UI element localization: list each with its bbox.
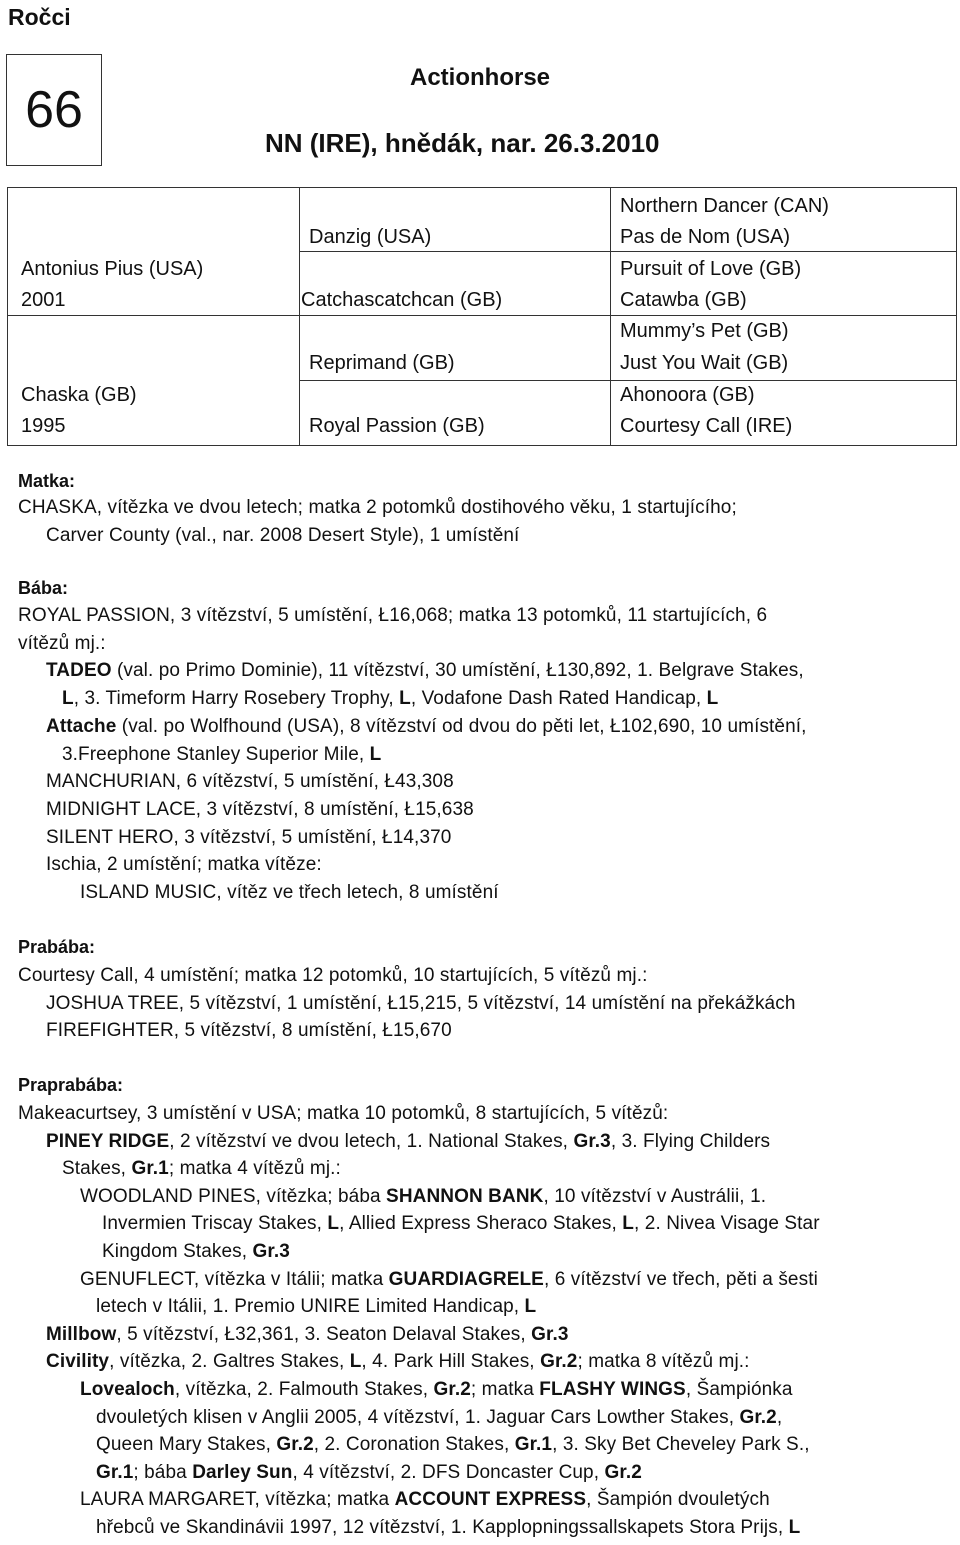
grandparent-3: Reprimand (GB) (309, 352, 455, 374)
baba-line-10: Ischia, 2 umístění; matka vítěze: (46, 854, 322, 875)
sire-year: 2001 (21, 289, 66, 311)
praprababa-heading: Praprabába: (18, 1075, 124, 1095)
praprababa-line-4: WOODLAND PINES, vítězka; bába SHANNON BANK, 10 vítězství v Austrálii, 1. (80, 1186, 767, 1207)
prababa-line-1: Courtesy Call, 4 umístění; matka 12 potomků, 10 startujících, 5 vítězů mj.: (18, 965, 648, 986)
praprababa-line-13: Queen Mary Stakes, Gr.2, 2. Coronation Stakes, Gr.1, 3. Sky Bet Cheveley Park S., (96, 1434, 810, 1455)
baba-line-3: TADEO (val. po Primo Dominie), 11 vítězství, 30 umístění, Ł130,892, 1. Belgrave Stakes, (46, 660, 804, 681)
great-grandparent-3: Pursuit of Love (GB) (620, 258, 802, 280)
baba-line-2: vítězů mj.: (18, 633, 106, 654)
praprababa-line-16: hřebců ve Skandinávii 1997, 12 vítězství, 1. Kapplopningssallskapets Stora Prijs, L (96, 1517, 801, 1538)
praprababa-line-9: Millbow, 5 vítězství, Ł32,361, 3. Seaton Delaval Stakes, Gr.3 (46, 1324, 569, 1345)
prababa-line-3: FIREFIGHTER, 5 vítězství, 8 umístění, Ł15,670 (46, 1020, 452, 1041)
great-grandparent-8: Courtesy Call (IRE) (620, 415, 793, 437)
praprababa-line-12: dvouletých klisen v Anglii 2005, 4 vítězství, 1. Jaguar Cars Lowther Stakes, Gr.2, (96, 1407, 783, 1428)
praprababa-line-1: Makeacurtsey, 3 umístění v USA; matka 10 potomků, 8 startujících, 5 vítězů: (18, 1103, 669, 1124)
baba-line-9: SILENT HERO, 3 vítězství, 5 umístění, Ł14,370 (46, 827, 452, 848)
matka-line-2: Carver County (val., nar. 2008 Desert Style), 1 umístění (46, 525, 520, 546)
section-title: Ročci (8, 4, 71, 30)
pedigree-table (7, 187, 957, 446)
prababa-heading: Prabába: (18, 937, 96, 957)
grandparent-1: Danzig (USA) (309, 226, 432, 248)
praprababa-line-7: GENUFLECT, vítězka v Itálii; matka GUARDIAGRELE, 6 vítězství ve třech, pěti a šesti (80, 1269, 818, 1290)
great-grandparent-4: Catawba (GB) (620, 289, 747, 311)
great-grandparent-5: Mummy’s Pet (GB) (620, 320, 789, 342)
baba-heading: Bába: (18, 578, 69, 598)
matka-heading: Matka: (18, 471, 76, 491)
baba-line-8: MIDNIGHT LACE, 3 vítězství, 8 umístění, Ł15,638 (46, 799, 474, 820)
horse-description: NN (IRE), hnědák, nar. 26.3.2010 (265, 128, 660, 158)
praprababa-line-10: Civility, vítězka, 2. Galtres Stakes, L, 4. Park Hill Stakes, Gr.2; matka 8 vítězů mj.: (46, 1351, 750, 1372)
grandparent-2: Catchascatchcan (GB) (301, 289, 503, 311)
sire-name: Antonius Pius (USA) (21, 258, 204, 280)
dam-year: 1995 (21, 415, 66, 437)
horse-name: Actionhorse (410, 64, 551, 91)
baba-line-11: ISLAND MUSIC, vítěz ve třech letech, 8 umístění (80, 882, 499, 903)
baba-line-5: Attache (val. po Wolfhound (USA), 8 vítězství od dvou do pěti let, Ł102,690, 10 umístění, (46, 716, 807, 737)
praprababa-line-2: PINEY RIDGE, 2 vítězství ve dvou letech, 1. National Stakes, Gr.3, 3. Flying Childers (46, 1131, 771, 1152)
baba-line-4: L, 3. Timeform Harry Rosebery Trophy, L, Vodafone Dash Rated Handicap, L (62, 688, 719, 709)
praprababa-line-6: Kingdom Stakes, Gr.3 (102, 1241, 290, 1262)
great-grandparent-6: Just You Wait (GB) (620, 352, 789, 374)
praprababa-line-3: Stakes, Gr.1; matka 4 vítězů mj.: (62, 1158, 341, 1179)
praprababa-line-14: Gr.1; bába Darley Sun, 4 vítězství, 2. DFS Doncaster Cup, Gr.2 (96, 1462, 642, 1483)
baba-line-1: ROYAL PASSION, 3 vítězství, 5 umístění, Ł16,068; matka 13 potomků, 11 startujících, 6 (18, 605, 768, 626)
praprababa-line-8: letech v Itálii, 1. Premio UNIRE Limited Handicap, L (96, 1296, 537, 1317)
baba-line-7: MANCHURIAN, 6 vítězství, 5 umístění, Ł43,308 (46, 771, 454, 792)
great-grandparent-2: Pas de Nom (USA) (620, 226, 791, 248)
great-grandparent-1: Northern Dancer (CAN) (620, 195, 829, 217)
praprababa-line-5: Invermien Triscay Stakes, L, Allied Express Sheraco Stakes, L, 2. Nivea Visage Star (102, 1213, 820, 1234)
catalog-number: 66 (6, 54, 102, 166)
praprababa-line-11: Lovealoch, vítězka, 2. Falmouth Stakes, Gr.2; matka FLASHY WINGS, Šampiónka (80, 1379, 793, 1400)
dam-name: Chaska (GB) (21, 384, 137, 406)
prababa-line-2: JOSHUA TREE, 5 vítězství, 1 umístění, Ł15,215, 5 vítězství, 14 umístění na překážkách (46, 993, 796, 1014)
baba-line-6: 3.Freephone Stanley Superior Mile, L (62, 744, 382, 765)
grandparent-4: Royal Passion (GB) (309, 415, 485, 437)
great-grandparent-7: Ahonoora (GB) (620, 384, 755, 406)
praprababa-line-15: LAURA MARGARET, vítězka; matka ACCOUNT EXPRESS, Šampión dvouletých (80, 1489, 770, 1510)
matka-line-1: CHASKA, vítězka ve dvou letech; matka 2 potomků dostihového věku, 1 startujícího; (18, 497, 737, 518)
